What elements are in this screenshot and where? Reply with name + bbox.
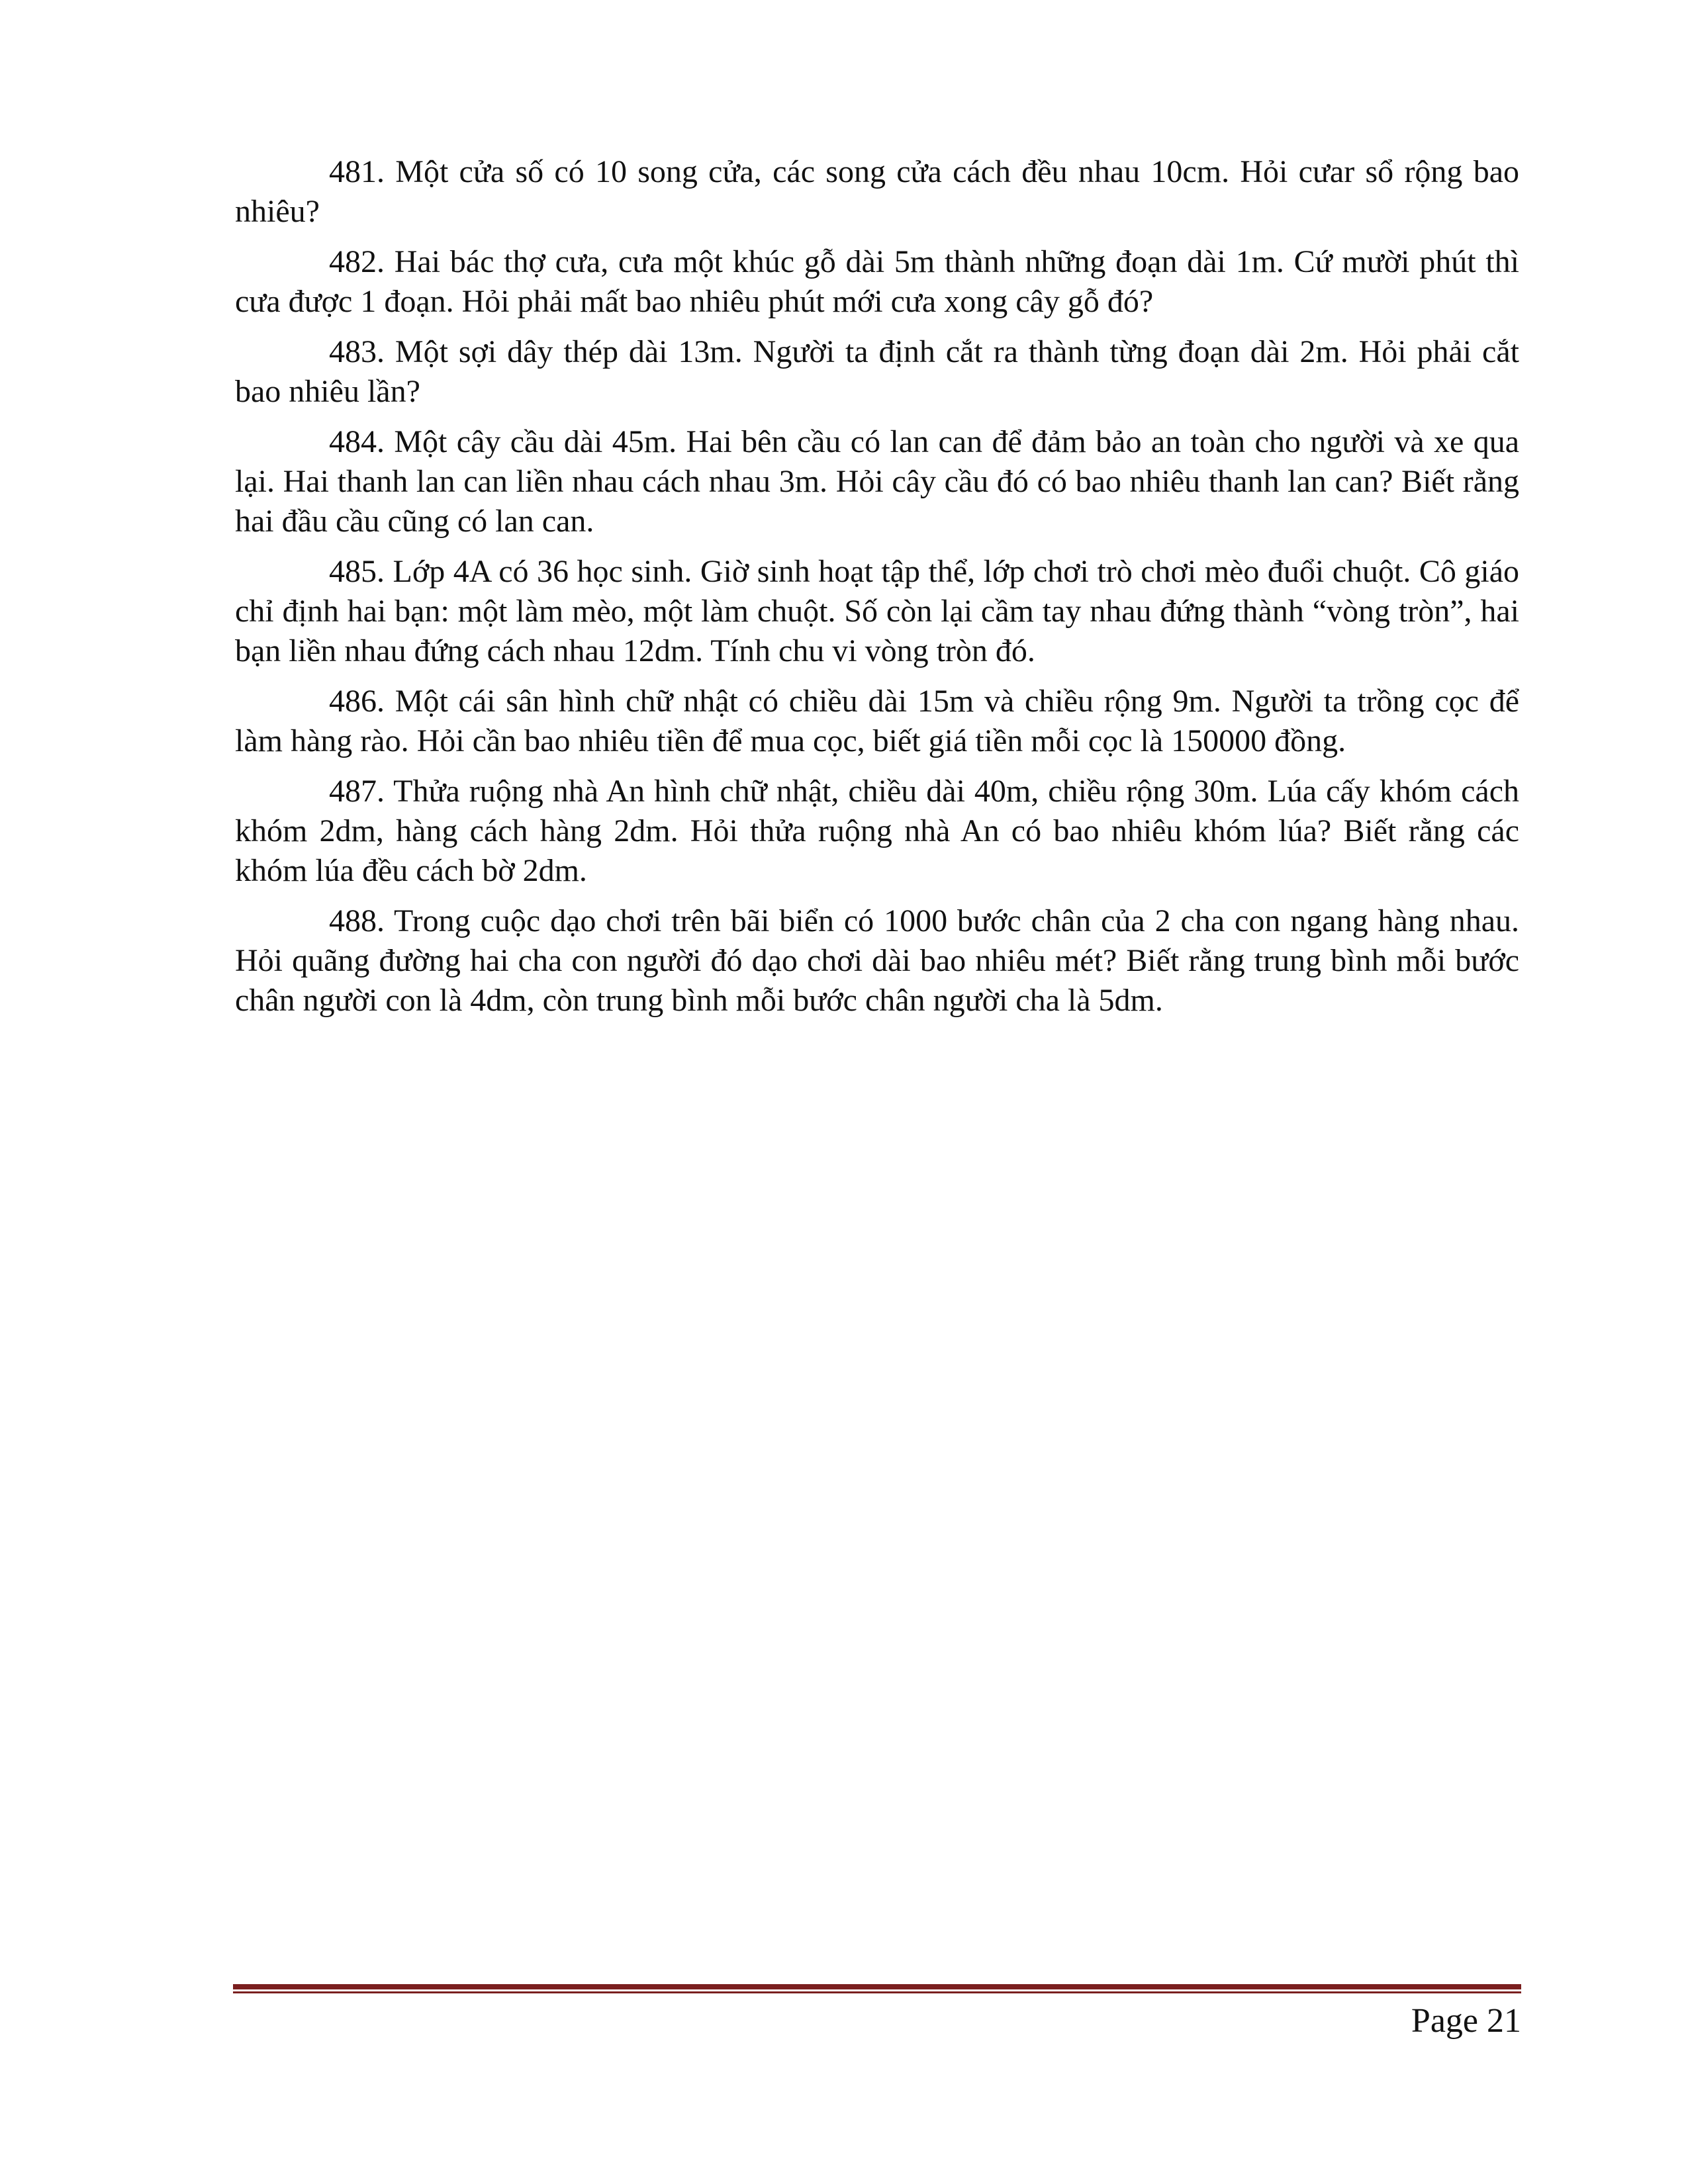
footer-rule-thick <box>233 1984 1521 1989</box>
problem-list <box>235 152 1519 1031</box>
page-number: Page 21 <box>1411 2002 1521 2040</box>
problem-483: 483. Một sợi dây thép dài 13m. Người ta định cắt ra thành từng đoạn dài 2m. Hỏi phải cắt bao nhiêu lần? <box>235 334 1519 409</box>
problem-485: 485. Lớp 4A có 36 học sinh. Giờ sinh hoạt tập thể, lớp chơi trò chơi mèo đuổi chuột. Cô giáo chỉ định hai bạn: một làm mèo, một làm chuột. Số còn lại cầm tay nhau đứng thành “vòng tròn”, hai bạn liền nhau đứng cách nhau 12dm. Tính chu vi vòng tròn đó. <box>235 554 1519 668</box>
problem-488: 488. Trong cuộc dạo chơi trên bãi biển có 1000 bước chân của 2 cha con ngang hàng nhau. Hỏi quãng đường hai cha con người đó dạo chơi dài bao nhiêu mét? Biết rằng trung bình mỗi bước chân người con là 4dm, còn trung bình mỗi bước chân người cha là 5dm. <box>235 903 1519 1018</box>
problem-487: 487. Thửa ruộng nhà An hình chữ nhật, chiều dài 40m, chiều rộng 30m. Lúa cấy khóm cách khóm 2dm, hàng cách hàng 2dm. Hỏi thửa ruộng nhà An có bao nhiêu khóm lúa? Biết rằng các khóm lúa đều cách bờ 2dm. <box>235 774 1519 888</box>
footer-rule-thin <box>233 1991 1521 1993</box>
footer-rule <box>233 1984 1521 1993</box>
problem-482: 482. Hai bác thợ cưa, cưa một khúc gỗ dài 5m thành những đoạn dài 1m. Cứ mười phút thì cưa được 1 đoạn. Hỏi phải mất bao nhiêu phút mới cưa xong cây gỗ đó? <box>235 244 1519 319</box>
problem-486: 486. Một cái sân hình chữ nhật có chiều dài 15m và chiều rộng 9m. Người ta trồng cọc để làm hàng rào. Hỏi cần bao nhiêu tiền để mua cọc, biết giá tiền mỗi cọc là 150000 đồng. <box>235 684 1519 758</box>
problem-484: 484. Một cây cầu dài 45m. Hai bên cầu có lan can để đảm bảo an toàn cho người và xe qua lại. Hai thanh lan can liền nhau cách nhau 3m. Hỏi cây cầu đó có bao nhiêu thanh lan can? Biết rằng hai đầu cầu cũng có lan can. <box>235 424 1519 539</box>
problem-481: 481. Một cửa số có 10 song cửa, các song cửa cách đều nhau 10cm. Hỏi cưar sổ rộng bao nhiêu? <box>235 154 1519 229</box>
